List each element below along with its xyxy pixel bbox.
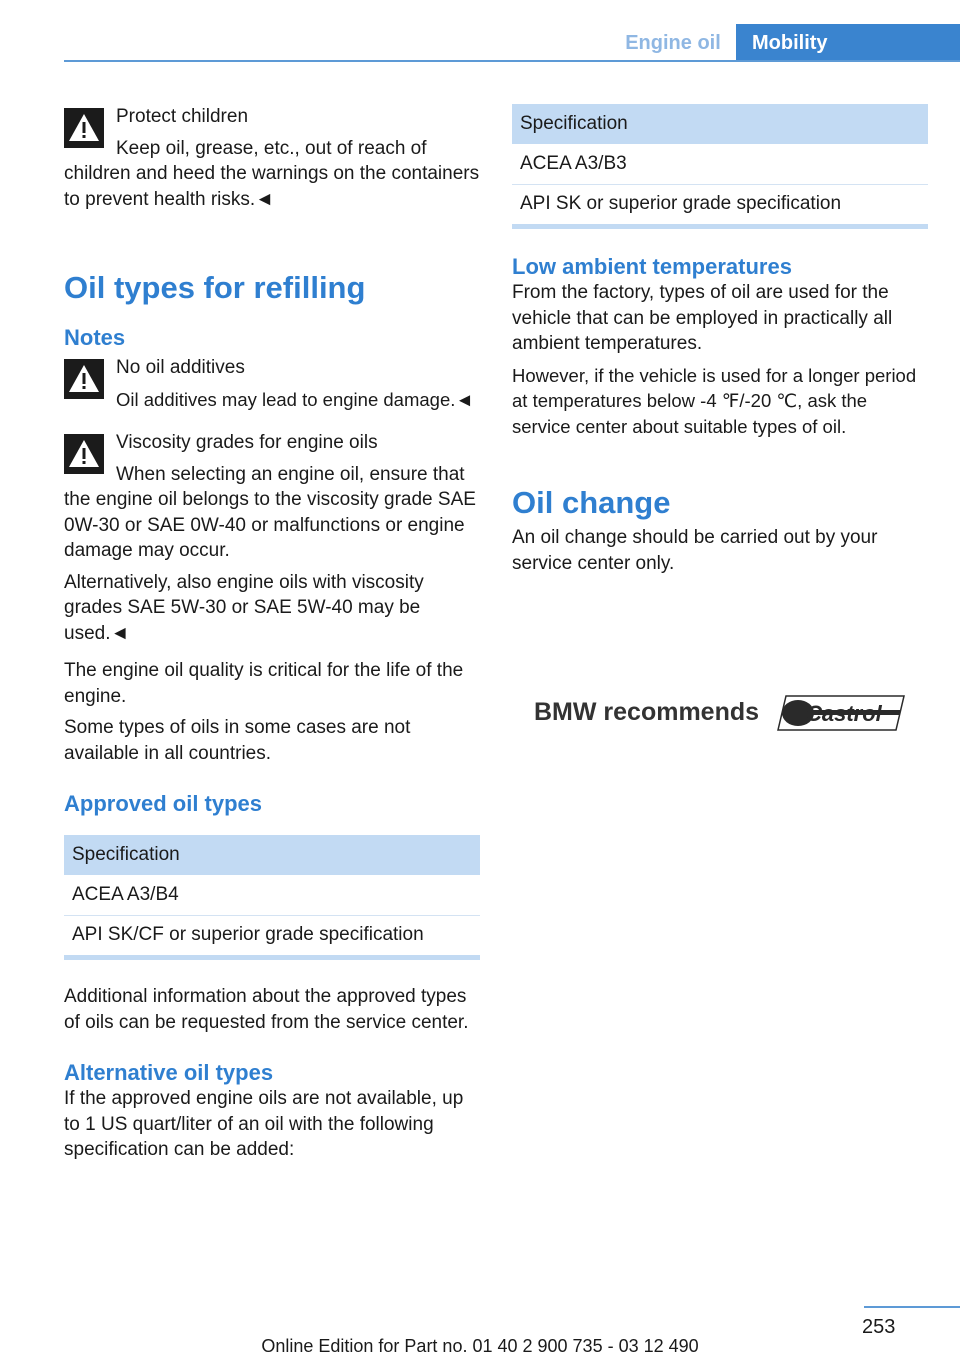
paragraph-availability: Some types of oils in some cases are not available in all countries. (64, 717, 411, 764)
warning-text: When selecting an engine oil, ensure that the engine oil belongs to the viscosity grade SAE 0W-30 or SAE 0W-40 or malfunctions or engine damage may occur. (64, 463, 476, 561)
left-column (64, 104, 480, 1163)
castrol-wordmark: Castrol (806, 701, 882, 726)
table-header: Specification (64, 835, 480, 875)
warning-triangle-icon (64, 108, 104, 148)
footer-edition: Online Edition for Part no. 01 40 2 900 735 - 03 12 490 (261, 1336, 699, 1356)
paragraph-additional-info: Additional information about the approved types of oils can be requested from the service center. (64, 986, 469, 1033)
warning-text: Keep oil, grease, etc., out of reach of children and heed the warnings on the containers to prevent health risks.◄ (64, 137, 480, 210)
warning-title: Viscosity grades for engine oils (116, 432, 378, 453)
warning-text: Alternatively, also engine oils with viscosity grades SAE 5W-30 or SAE 5W-40 may be used.◄ (64, 571, 424, 644)
table-row (512, 144, 928, 184)
warning-viscosity (64, 430, 480, 646)
paragraph-quality: The engine oil quality is critical for the life of the engine. (64, 660, 464, 707)
table-cell: ACEA A3/B3 (512, 144, 928, 184)
page-number: 253 (862, 1316, 896, 1338)
bmw-castrol-logo (532, 692, 912, 736)
warning-title: No oil additives (116, 357, 245, 378)
approved-oil-table (64, 835, 480, 955)
subheading-low-temperatures: Low ambient temperatures (512, 254, 792, 279)
table-row (64, 915, 480, 955)
table-row (64, 875, 480, 915)
table-cell: API SK or superior grade specification (520, 193, 842, 215)
warning-triangle-icon (64, 359, 104, 399)
warning-protect-children (64, 104, 480, 212)
table-cell: ACEA A3/B4 (64, 875, 480, 915)
warning-triangle-icon (64, 434, 104, 474)
header-section-tab: Engine oil (625, 32, 721, 54)
paragraph-low-temp-1: From the factory, types of oil are used for the vehicle that can be employed in practically all ambient temperatures. (512, 282, 893, 354)
right-column (512, 104, 928, 576)
table-bottom-bar (512, 224, 928, 229)
subheading-alternative: Alternative oil types (64, 1060, 274, 1085)
table-row (512, 184, 928, 224)
paragraph-oil-change: An oil change should be carried out by your service center only. (512, 527, 878, 574)
paragraph-alternative: If the approved engine oils are not available, up to 1 US quart/liter of an oil with the following specification can be added: (64, 1088, 464, 1160)
table-cell: API SK/CF or superior grade specification (72, 924, 424, 946)
logo-text: BMW recommends (534, 698, 760, 726)
section-heading-oil-types: Oil types for refilling (64, 270, 366, 305)
table-header: Specification (512, 104, 928, 144)
table-bottom-bar (64, 955, 480, 960)
section-heading-oil-change: Oil change (512, 485, 671, 520)
header-chapter-tab: Mobility (736, 24, 960, 62)
warning-title: Protect children (116, 106, 249, 127)
alternative-oil-table (512, 104, 928, 224)
warning-no-additives (64, 355, 480, 412)
castrol-logo-icon (776, 694, 906, 732)
footer-rule (864, 1306, 960, 1308)
header-rule (64, 60, 960, 62)
paragraph-low-temp-2: However, if the vehicle is used for a longer period at temperatures below -4 ℉/-20 ℃, ask the service center about suitable types of oil. (512, 364, 917, 437)
warning-text: Oil additives may lead to engine damage.◄ (116, 388, 474, 410)
subheading-approved: Approved oil types (64, 791, 263, 816)
subheading-notes: Notes (64, 325, 126, 350)
